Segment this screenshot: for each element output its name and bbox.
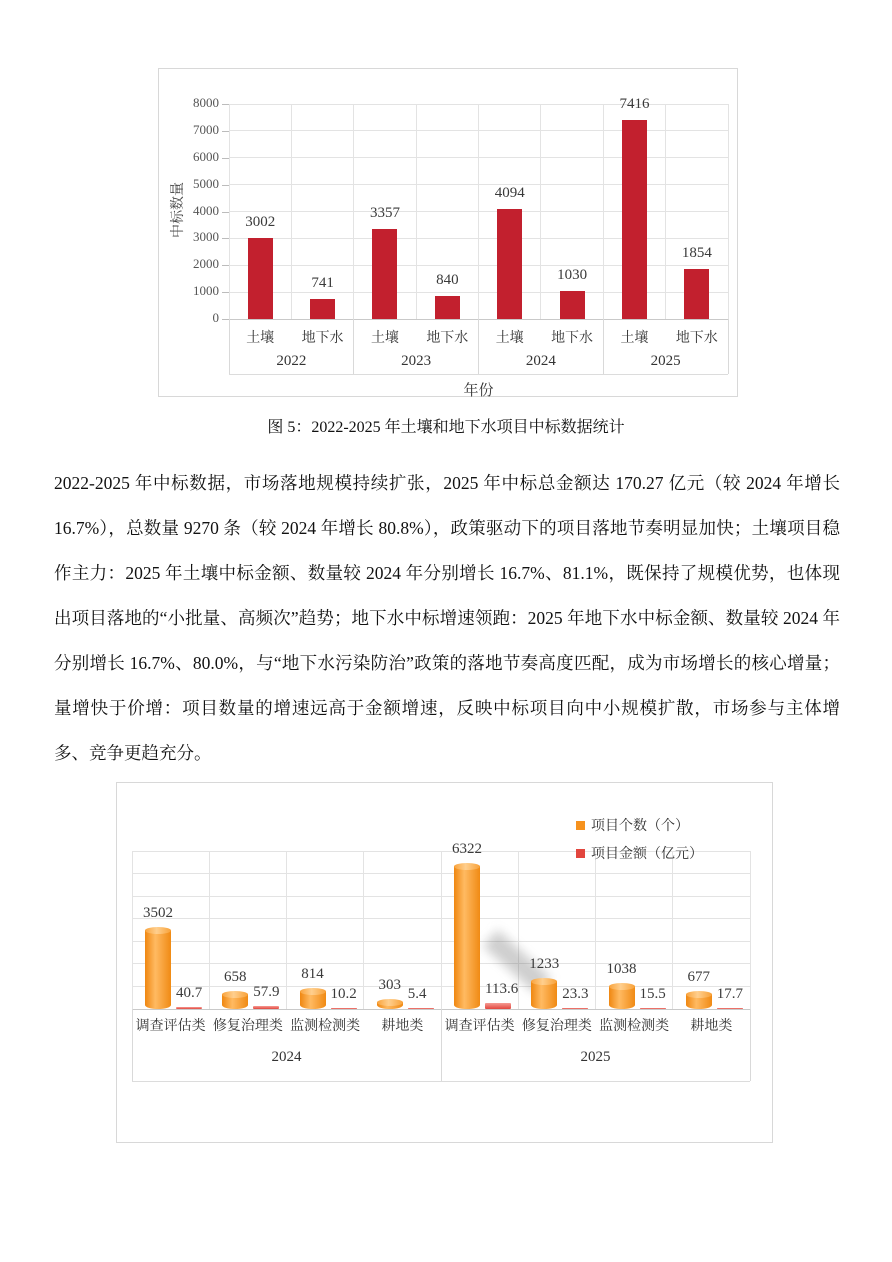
amount-value-label: 40.7 <box>176 984 203 1001</box>
category-label: 耕地类 <box>381 1019 424 1034</box>
figure-caption: 图 5：2022-2025 年土壤和地下水项目中标数据统计 <box>267 419 625 436</box>
group-label: 2023 <box>401 353 432 369</box>
bar-value-label: 3357 <box>369 204 400 221</box>
y-axis-title: 中标数量 <box>171 182 186 238</box>
gridline <box>603 104 604 319</box>
figure5-bid-count-chart <box>158 68 738 397</box>
count-value-label: 1038 <box>606 960 637 977</box>
bar-value-label: 4094 <box>494 184 525 201</box>
count-value-label: 814 <box>301 965 324 982</box>
gridline <box>229 104 230 319</box>
gridline <box>595 851 596 1009</box>
y-tick-label: 0 <box>212 310 219 325</box>
group-label: 2022 <box>276 353 307 369</box>
gridline <box>750 851 751 1009</box>
gridline <box>132 851 133 1009</box>
axis-separator <box>728 319 729 374</box>
y-tick-label: 5000 <box>193 175 219 191</box>
axis-separator <box>229 319 230 374</box>
bar-value-label: 741 <box>311 275 334 292</box>
category-label: 土壤 <box>495 331 524 346</box>
cylinder-top <box>686 991 712 998</box>
amount-value-label: 23.3 <box>562 985 589 1002</box>
y-tick-label: 3000 <box>193 229 219 245</box>
y-tick-label: 7000 <box>193 121 219 137</box>
amount-value-label: 15.5 <box>639 985 666 1002</box>
bar-value-label: 1030 <box>557 267 588 284</box>
count-value-label: 6322 <box>452 841 482 858</box>
amount-value-label: 5.4 <box>407 985 427 1002</box>
count-bar <box>531 981 557 1009</box>
category-label: 监测检测类 <box>599 1019 670 1034</box>
bar-value-label: 7416 <box>619 95 650 112</box>
category-label: 土壤 <box>620 331 649 346</box>
category-label: 地下水 <box>426 331 469 346</box>
count-value-label: 677 <box>687 968 710 985</box>
cylinder-top <box>145 927 171 934</box>
bar-value-label: 1854 <box>681 245 712 262</box>
count-bar <box>300 991 326 1009</box>
gridline <box>286 851 287 1009</box>
count-value-label: 658 <box>224 969 247 986</box>
axis-separator <box>478 319 479 374</box>
category-label: 土壤 <box>370 331 399 346</box>
axis-separator <box>353 319 354 374</box>
y-tick-label: 1000 <box>193 283 219 299</box>
count-value-label: 303 <box>378 977 401 994</box>
body-paragraph: 2022-2025 年中标数据，市场落地规模持续扩张，2025 年中标总金额达 170.27 亿元（较 2024 年增长 16.7%），总数量 9270 条（较 2024 年增长 80.8%），政策驱动下的项目落地节奏明显加快；土壤项目稳作主力：2025 年土壤中标金额、数量较 2024 年分别增长 16.7%、81.1%，既保持了规模优势，也体现出项目落地的“小批量、高频次”趋势；地下水中标增速领跑：2025 年地下水中标金额、数量较 2024 年分别增长 16.7%、80.0%，与“地下水污染防治”政策的落地节奏高度匹配，成为市场增长的核心增量；量增快于价增：项目数量的增速远高于金额增速，反映中标项目向中小规模扩散，市场参与主体增多、竞争更趋充分。 <box>54 473 840 763</box>
legend-label-amount: 项目金额（亿元） <box>591 847 703 862</box>
axis-line <box>132 1081 750 1082</box>
cylinder-top <box>454 863 480 870</box>
category-label: 调查评估类 <box>135 1019 206 1034</box>
legend-item-amount <box>576 841 703 865</box>
bar <box>497 209 522 319</box>
gridline <box>665 104 666 319</box>
x-axis-title: 年份 <box>463 383 494 399</box>
group-label: 2025 <box>580 1049 611 1065</box>
group-label: 2025 <box>650 353 681 369</box>
category-label: 耕地类 <box>690 1019 733 1034</box>
axis-separator <box>132 1009 133 1081</box>
count-bar <box>145 930 171 1009</box>
bar <box>435 296 460 319</box>
category-label: 修复治理类 <box>521 1019 592 1034</box>
category-label: 调查评估类 <box>444 1019 515 1034</box>
cylinder-top <box>609 983 635 990</box>
plot-area <box>229 95 728 319</box>
cylinder-top <box>222 991 248 998</box>
y-tick-label: 6000 <box>193 148 219 164</box>
y-tick-label: 2000 <box>193 256 219 272</box>
category-label: 土壤 <box>246 331 275 346</box>
amount-value-label: 17.7 <box>716 985 743 1002</box>
axis-separator <box>750 1009 751 1081</box>
amount-value-label: 57.9 <box>253 983 280 1000</box>
category-label: 修复治理类 <box>212 1019 283 1034</box>
y-tick-label: 8000 <box>193 95 219 110</box>
amount-value-label: 10.2 <box>330 985 357 1002</box>
count-bar <box>222 994 248 1009</box>
gridline <box>540 104 541 319</box>
x-axis-band <box>132 1009 750 1081</box>
bar-value-label: 840 <box>436 272 459 289</box>
category-label: 地下水 <box>301 331 344 346</box>
axis-separator <box>441 1009 442 1081</box>
bar-value-label: 3002 <box>245 214 276 231</box>
legend-marker-count-icon <box>576 821 585 830</box>
bar <box>684 269 709 319</box>
legend-item-count <box>576 813 703 837</box>
bar <box>622 120 647 319</box>
count-bar <box>686 994 712 1009</box>
category-label: 监测检测类 <box>290 1019 361 1034</box>
group-label: 2024 <box>271 1049 302 1065</box>
legend-label-count: 项目个数（个） <box>591 819 689 834</box>
plot-area <box>132 841 750 1009</box>
cylinder-top <box>300 988 326 995</box>
x-axis-band <box>229 319 728 376</box>
y-tick-label: 4000 <box>193 202 219 218</box>
bar <box>372 229 397 319</box>
legend <box>576 813 703 869</box>
bar <box>248 238 273 319</box>
axis-separator <box>603 319 604 374</box>
count-value-label: 3502 <box>143 904 173 921</box>
category-label: 地下水 <box>551 331 594 346</box>
bar <box>310 299 335 319</box>
gridline <box>441 851 442 1009</box>
cylinder-top <box>531 978 557 985</box>
count-value-label: 1233 <box>529 956 560 973</box>
legend-marker-amount-icon <box>576 849 585 858</box>
count-bar <box>609 986 635 1009</box>
amount-value-label: 113.6 <box>485 980 519 997</box>
cylinder-top <box>377 999 403 1006</box>
group-label: 2024 <box>525 353 556 369</box>
category-label: 地下水 <box>675 331 718 346</box>
category-project-chart <box>116 782 773 1143</box>
count-bar <box>454 866 480 1009</box>
bar <box>560 291 585 319</box>
gridline <box>728 104 729 319</box>
axis-line <box>229 374 728 375</box>
